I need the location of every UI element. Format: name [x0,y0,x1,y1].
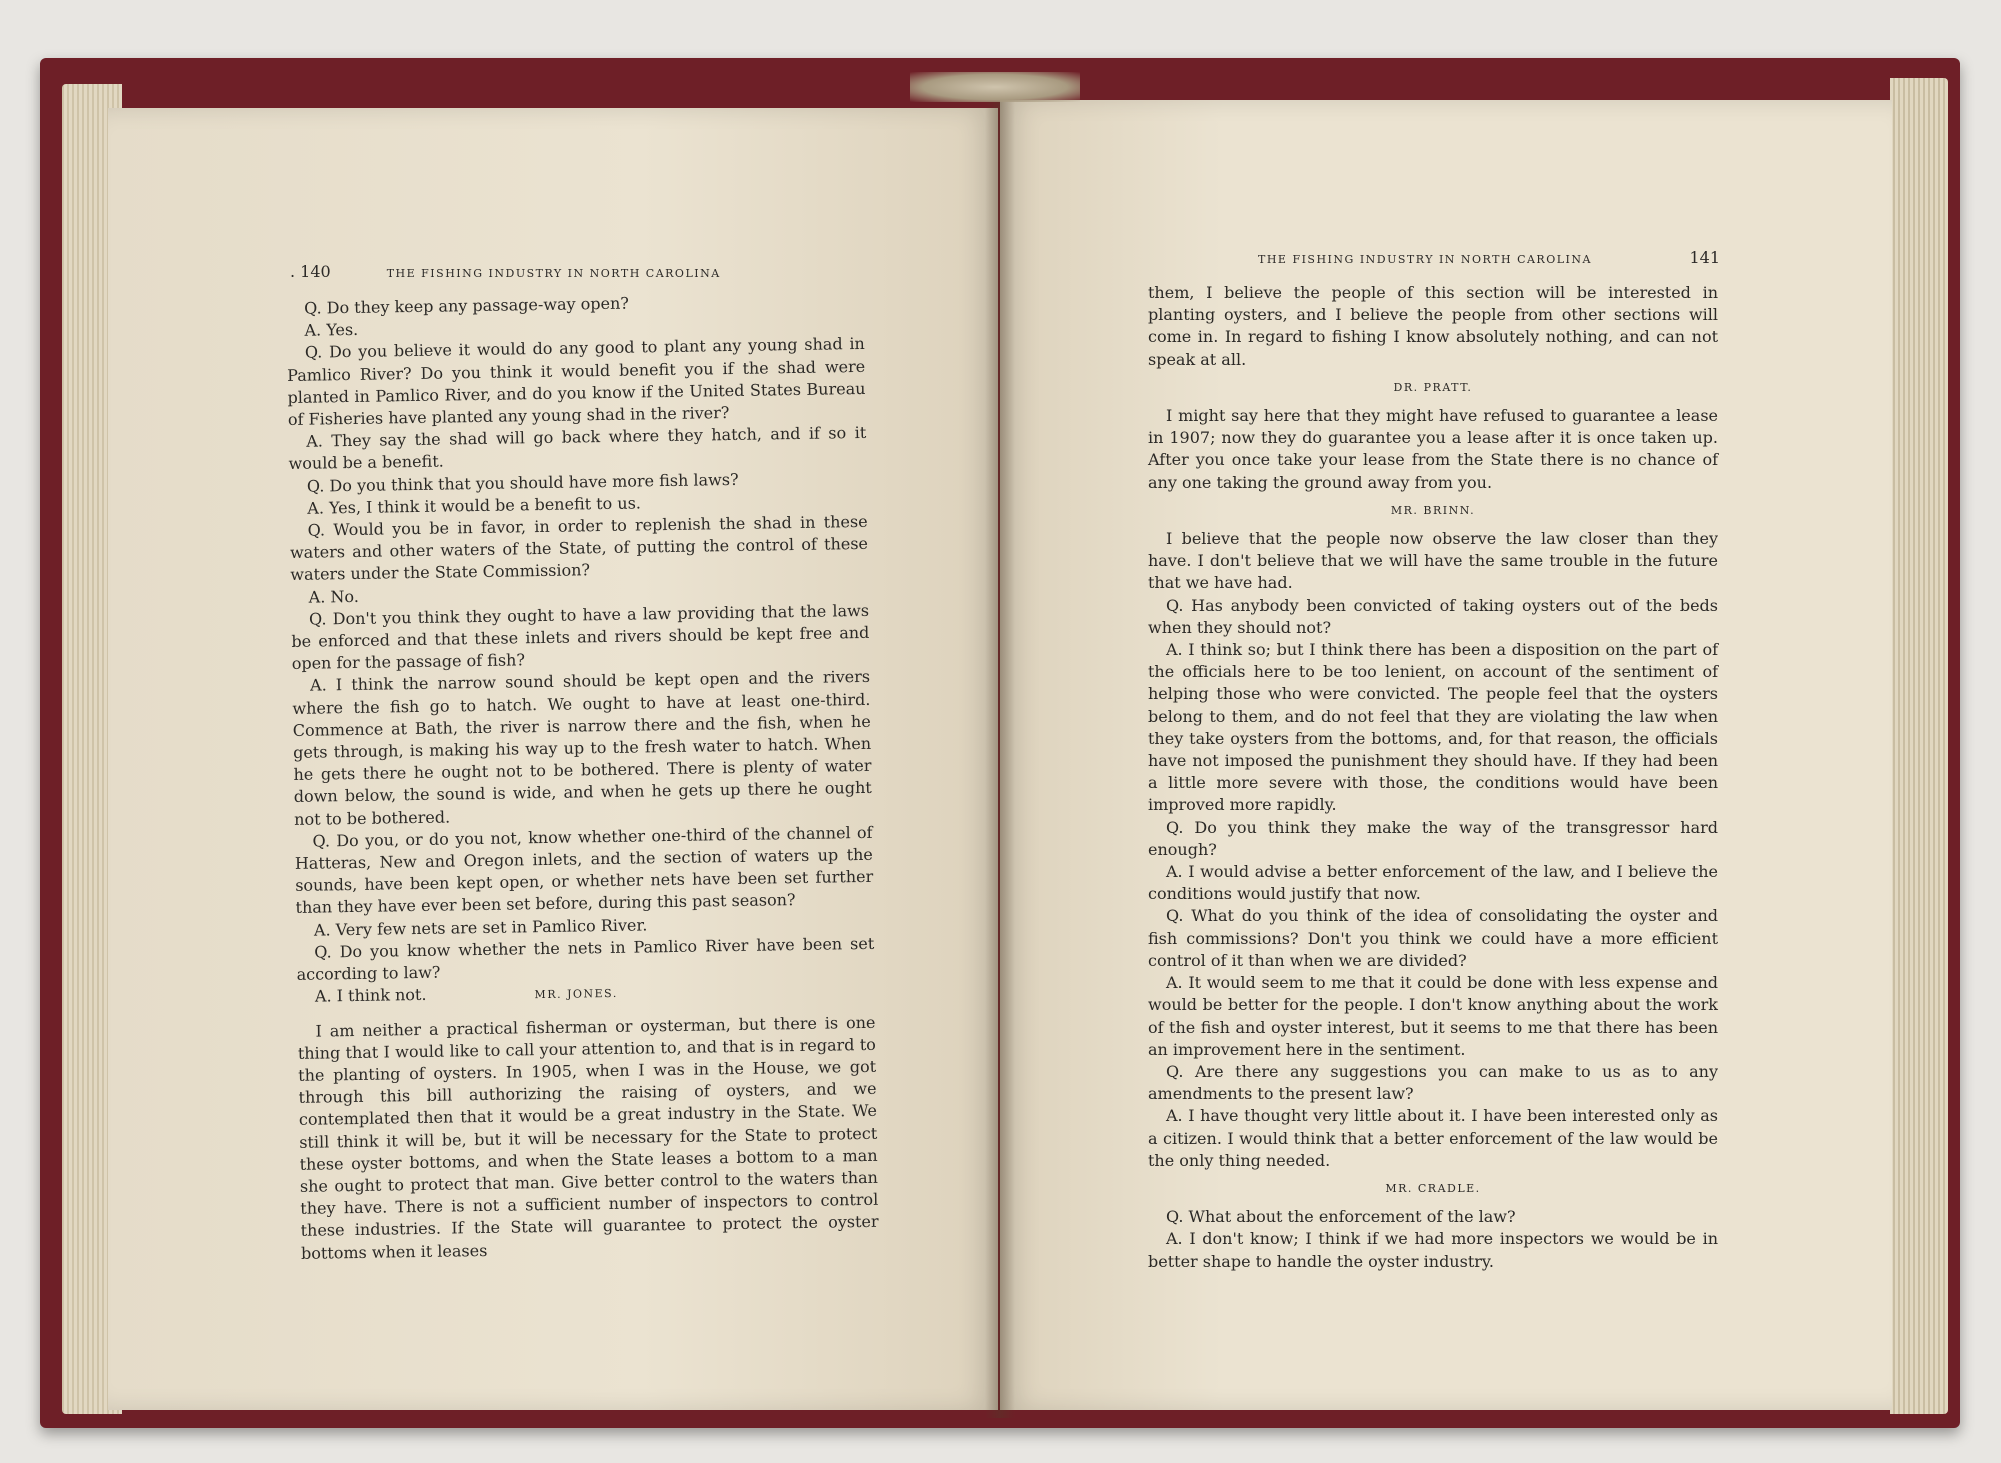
left-running-title: THE FISHING INDUSTRY IN NORTH CAROLINA [386,267,721,280]
speaker-heading: MR. CRADLE. [1385,1181,1481,1195]
speaker-heading: DR. PRATT. [1393,380,1473,394]
paragraph: Q. Are there any suggestions you can make to us as to any amendments to the present law? [1148,1061,1718,1104]
paragraph: I believe that the people now observe the law closer than they have. I don't believe that we will have the same trouble in the future that we have had. [1148,529,1718,593]
paragraph: A. I think the narrow sound should be kept open and the rivers where the fish go to hatch. We ought to have at least one-third. Commence at Bath, the river is narrow there and the fish, when he gets through, is making his way up to the fresh water to hatch. When he gets there he ought not to be bothered. There is plenty of water down below, the sound is wide, and when he gets up there he ought not to be bothered. [292,667,872,829]
paragraph: Q. Don't you think they ought to have a law providing that the laws be enforced and that these inlets and rivers should be kept free and open for the passage of fish? [291,600,870,674]
paragraph: A. Yes. [304,320,359,340]
paragraph: A. I think not. [314,985,427,1006]
paragraph: A. Yes, I think it would be a benefit to us. [307,493,642,518]
paragraph: Q. Has anybody been convicted of taking oysters out of the beds when they should not? [1148,595,1718,637]
right-running-head [1258,248,1720,267]
paragraph: A. I have thought very little about it. I have been interested only as a citizen. I would think that a better enforcement of the law would be the only thing needed. [1148,1106,1718,1170]
paragraph: A. They say the shad will go back where they hatch, and if so it would be a benefit. [288,423,867,474]
paragraph: them, I believe the people of this section will be interested in planting oysters, and I believe the people from other sections will come in. In regard to fishing I know absolutely nothing, and can not speak at all. [1148,283,1718,369]
right-page-edges [1890,78,1948,1414]
left-page-number: . 140 [290,262,331,281]
paragraph: Q. Would you be in favor, in order to replenish the shad in these waters and other waters of the State, of putting the control of these waters under the State Commission? [289,511,869,585]
speaker-heading: MR. JONES. [534,987,618,1002]
paragraph: I am neither a practical fisherman or oysterman, but there is one thing that I would like to call your attention to, and that is in regard to the planting of oysters. In 1905, when I was in the House, we got through this bill authorizing the raising of oysters, and we contemplated then that it would be a great industry in the State. We still think it will be, but it will be necessary for the State to protect these oyster bottoms, and when the State leases a bottom to a man she ought to protect that man. Give better control to the waters than they have. There is not a sufficient number of inspectors to control these industries. If the State will guarantee to protect the oyster bottoms when it leases [297,1012,879,1263]
paragraph: A. Very few nets are set in Pamlico River. [313,915,648,940]
spine-binding [910,72,1080,102]
left-running-head [290,262,740,281]
paragraph: A. No. [308,586,360,607]
paragraph: Q. What do you think of the idea of consolidating the oyster and fish commissions? Don't you think we could have a more efficient control of it than when we are divided? [1148,906,1718,970]
paragraph: A. I think so; but I think there has been a disposition on the part of the officials here to be too lenient, on account of the sentiment of helping those who were convicted. The people feel that the oysters belong to them, and do not feel that they are violating the law when they take oysters from the bottoms, and, for that reason, the officials have not imposed the punishment they should have. If they had been a little more severe with those, the conditions would have been improved more rapidly. [1148,640,1718,815]
left-page-text [286,289,879,1265]
paragraph: Q. Do you think that you should have more fish laws? [306,469,739,496]
paragraph: Q. Do you know whether the nets in Pamlico River have been set according to law? [296,933,875,985]
right-running-title: THE FISHING INDUSTRY IN NORTH CAROLINA [1258,253,1592,266]
right-page-number: 141 [1689,248,1720,267]
paragraph: Q. Do they keep any passage-way open? [304,293,630,318]
speaker-heading: MR. BRINN. [1390,503,1476,517]
right-page-text [1148,282,1718,1273]
paragraph: Q. What about the enforcement of the law? [1166,1207,1516,1227]
paragraph: Q. Do you, or do you not, know whether one-third of the channel of Hatteras, New and Oregon inlets, and the section of waters up the sounds, have been kept open, or whether nets have been set further than they have ever been set before, during this past season? [294,822,874,918]
book-gutter [985,78,1015,1418]
paragraph: A. I don't know; I think if we had more inspectors we would be in better shape to handle the oyster industry. [1148,1229,1718,1271]
paragraph: I might say here that they might have refused to guarantee a lease in 1907; now they do guarantee you a lease after it is once taken up. After you once take your lease from the State there is no chance of any one taking the ground away from you. [1148,406,1718,492]
paragraph: Q. Do you believe it would do any good to plant any young shad in Pamlico River? Do you think it would benefit you if the shad were planted in Pamlico River, and do you know if the United States Bureau of Fisheries have planted any young shad in the river? [287,334,866,429]
paragraph: Q. Do you think they make the way of the transgressor hard enough? [1148,817,1718,859]
paragraph: A. I would advise a better enforcement of the law, and I believe the conditions would justify that now. [1148,862,1718,904]
paragraph: A. It would seem to me that it could be done with less expense and would be better for the people. I don't know anything about the work of the fish and oyster interest, but it seems to me that there has been an improvement here in the sentiment. [1148,973,1718,1059]
